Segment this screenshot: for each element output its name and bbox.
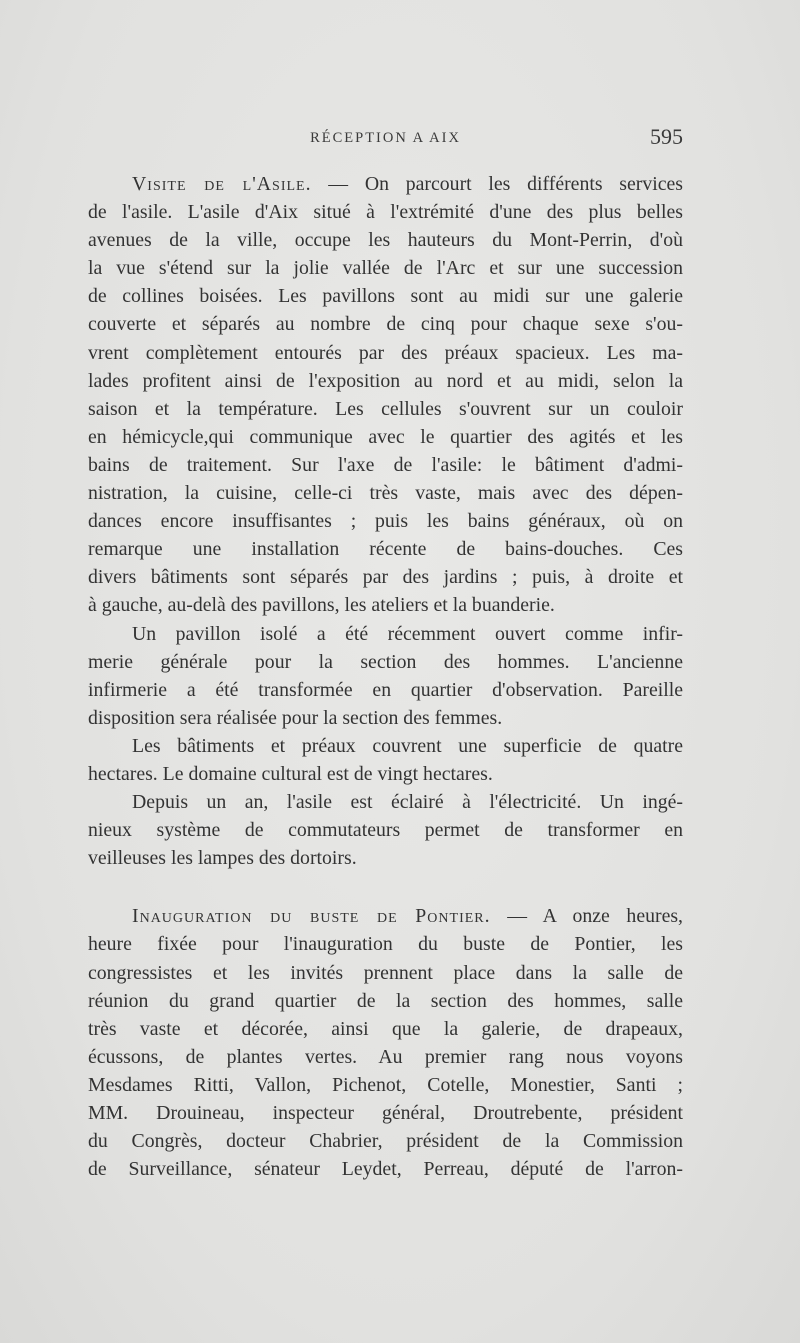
text-line: MM. Drouineau, inspecteur général, Droutrebente, président bbox=[88, 1102, 683, 1124]
text-line: avenues de la ville, occupe les hauteurs du Mont-Perrin, d'où bbox=[88, 229, 683, 252]
text-line: du Congrès, docteur Chabrier, président de la Commission bbox=[88, 1130, 683, 1153]
text-line: nieux système de commutateurs permet de transformer en bbox=[88, 819, 683, 842]
text-line: très vaste et décorée, ainsi que la galerie, de drapeaux, bbox=[88, 1017, 683, 1040]
text-line: vrent complètement entourés par des préaux spacieux. Les ma- bbox=[88, 341, 683, 364]
section-gap bbox=[88, 872, 683, 902]
section-2-first-line bbox=[88, 902, 683, 930]
text-line: lades profitent ainsi de l'exposition au nord et au midi, selon la bbox=[88, 369, 683, 392]
section-1-heading: Visite de l'Asile. bbox=[132, 173, 312, 195]
text-line: congressistes et les invités prennent place dans la salle de bbox=[88, 961, 683, 984]
text-line: hectares. Le domaine cultural est de vingt hectares. bbox=[88, 762, 493, 785]
text-line: saison et la température. Les cellules s'ouvrent sur un couloir bbox=[88, 397, 683, 420]
text-line: heure fixée pour l'inauguration du buste de Pontier, les bbox=[88, 933, 683, 956]
page-number: 595 bbox=[650, 124, 683, 149]
text-line: — On parcourt les différents services bbox=[311, 173, 684, 195]
text-line: infirmerie a été transformée en quartier d'observation. Pareille bbox=[88, 678, 683, 701]
text-line: de l'asile. L'asile d'Aix situé à l'extrémité d'une des plus belles bbox=[88, 201, 683, 224]
text-line: Mesdames Ritti, Vallon, Pichenot, Cotelle, Monestier, Santi ; bbox=[88, 1073, 683, 1096]
running-head bbox=[88, 124, 683, 154]
text-line: — A onze heures, bbox=[490, 905, 684, 928]
text-line: de collines boisées. Les pavillons sont au midi sur une galerie bbox=[88, 285, 683, 308]
text-line: nistration, la cuisine, celle-ci très vaste, mais avec des dépen- bbox=[88, 482, 683, 505]
text-line: divers bâtiments sont séparés par des jardins ; puis, à droite et bbox=[88, 566, 683, 589]
text-line: merie générale pour la section des hommes. L'ancienne bbox=[88, 650, 683, 673]
text-line: bains de traitement. Sur l'axe de l'asile: le bâtiment d'admi- bbox=[88, 453, 683, 476]
text-line: Depuis un an, l'asile est éclairé à l'électricité. Un ingé- bbox=[132, 791, 683, 814]
text-line: en hémicycle,qui communique avec le quartier des agités et les bbox=[88, 425, 683, 448]
text-line: réunion du grand quartier de la section des hommes, salle bbox=[88, 989, 683, 1012]
text-line: veilleuses les lampes des dortoirs. bbox=[88, 847, 357, 870]
text-line: la vue s'étend sur la jolie vallée de l'Arc et sur une succession bbox=[88, 257, 683, 280]
text-line: à gauche, au-delà des pavillons, les ateliers et la buanderie. bbox=[88, 594, 555, 617]
text-line: couverte et séparés au nombre de cinq pour chaque sexe s'ou- bbox=[88, 313, 683, 336]
section-2-heading: Inauguration du buste de Pontier. bbox=[132, 905, 491, 928]
text-line: disposition sera réalisée pour la section des femmes. bbox=[88, 706, 503, 729]
text-line: écussons, de plantes vertes. Au premier rang nous voyons bbox=[88, 1045, 683, 1068]
running-title: RÉCEPTION A AIX bbox=[310, 130, 461, 146]
section-1-first-line bbox=[88, 170, 683, 198]
text-line: Un pavillon isolé a été récemment ouvert comme infir- bbox=[132, 622, 683, 645]
text-line: de Surveillance, sénateur Leydet, Perreau, député de l'arron- bbox=[88, 1158, 683, 1181]
body-text bbox=[88, 170, 683, 1183]
text-line: remarque une installation récente de bains-douches. Ces bbox=[88, 538, 683, 561]
text-line: dances encore insuffisantes ; puis les bains généraux, où on bbox=[88, 510, 683, 533]
text-line: Les bâtiments et préaux couvrent une superficie de quatre bbox=[132, 734, 683, 757]
